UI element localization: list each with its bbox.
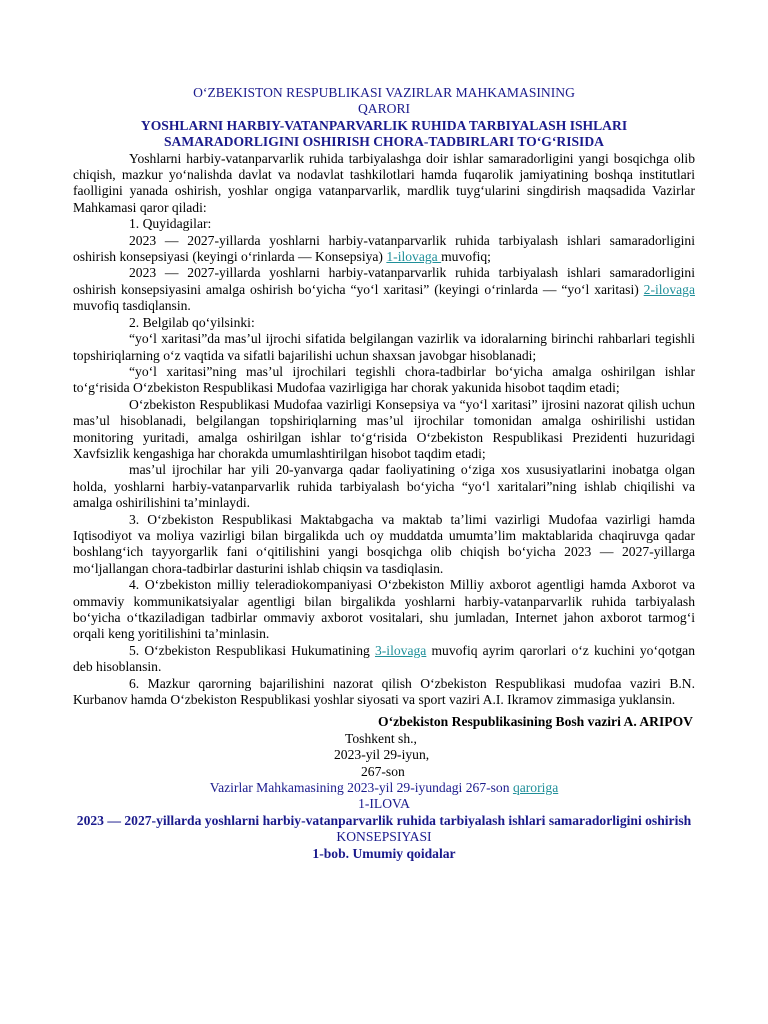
- issuer-heading: O‘ZBEKISTON RESPUBLIKASI VAZIRLAR MAHKAMASINING: [193, 85, 575, 100]
- item-1a-tail: muvofiq;: [441, 249, 491, 265]
- item-1-heading: 1. Quyidagilar:: [129, 216, 212, 232]
- annex-3-link[interactable]: 3-ilovaga: [374, 642, 427, 658]
- item-5-tail: muvofiq ayrim qarorlari o‘z kuchini yo‘qotgan deb hisoblansin.: [73, 642, 695, 675]
- signature-place: Toshkent sh.,: [345, 730, 417, 746]
- item-1a-text: 2023 — 2027-yillarda yoshlarni harbiy-vatanparvarlik ruhida tarbiyalash ishlari samaradorligini oshirish konsepsiyasi (keyingi o‘rinlarda — Konsepsiya): [73, 232, 695, 265]
- item-1b-paragraph: [73, 265, 695, 314]
- annex-label: 1-ILOVA: [358, 796, 410, 812]
- item-1a-paragraph: [73, 233, 695, 266]
- document-title: YOSHLARNI HARBIY-VATANPARVARLIK RUHIDA TARBIYALASH ISHLARI SAMARADORLIGINI OSHIRISH CHORA-TADBIRLARI TO‘G‘RISIDA: [140, 117, 628, 150]
- signature-number: 267-son: [361, 763, 405, 779]
- item-4-paragraph: 4. O‘zbekiston milliy teleradiokompaniyasi O‘zbekiston Milliy axborot agentligi hamda Axborot va ommaviy kommunikatsiyalar agentligi bilan birgalikda yoshlarni harbiy-vatanparvarlik ruhida tarbiyalash bo‘yicha o‘tkaziladigan tadbirlar ommaviy axborot vositalari, shu jumladan, Internet jahon axborot tarmog‘i orqali keng yoritilishini ta’minlasin.: [73, 577, 695, 642]
- item-2-heading: 2. Belgilab qo‘yilsinki:: [129, 314, 255, 330]
- annex-reference: [73, 780, 695, 796]
- item-2a-paragraph: “yo‘l xaritasi”da mas’ul ijrochi sifatida belgilangan vazirlik va idoralarning birinchi rahbarlari tegishli topshiriqlarning o‘z vaqtida va sifatli bajarilishi uchun shaxsan javobgar hisoblanadi;: [73, 331, 695, 363]
- signatory-line: O‘zbekiston Respublikasining Bosh vaziri A. ARIPOV: [378, 714, 693, 730]
- item-6-paragraph: 6. Mazkur qarorning bajarilishini nazorat qilish O‘zbekiston Respublikasi mudofaa vaziri B.N. Kurbanov hamda O‘zbekiston Respublikasi yoshlar siyosati va sport vaziri A.I. Ikramov zimmasiga yuklansin.: [73, 675, 695, 708]
- chapter-heading: 1-bob. Umumiy qoidalar: [312, 845, 456, 861]
- intro-paragraph: Yoshlarni harbiy-vatanparvarlik ruhida tarbiyalashga doir ishlar samaradorligini yangi bosqichga olib chiqish, mazkur yo‘nalishda davlat va nodavlat tashkilotlari hamda fuqarolik jamiyatining boshqa institutlari faolligini yanada oshirish, yoshlar ongiga vatanparvarlik, mardlik tuyg‘ularini singdirish maqsadida Vazirlar Mahkamasi qaror qiladi:: [73, 150, 695, 215]
- annex-title: 2023 — 2027-yillarda yoshlarni harbiy-vatanparvarlik ruhida tarbiyalash ishlari samaradorligini oshirish: [76, 812, 692, 828]
- resolution-link[interactable]: qaroriga: [512, 780, 559, 796]
- item-5-text: 5. O‘zbekiston Respublikasi Hukumatining: [129, 642, 375, 658]
- item-1b-text: 2023 — 2027-yillarda yoshlarni harbiy-vatanparvarlik ruhida tarbiyalash ishlari samaradorligini oshirish konsepsiyasini amalga oshirish bo‘yicha “yo‘l xaritasi” (keyingi o‘rinlarda — “yo‘l xaritasi): [73, 265, 695, 297]
- signature-date: 2023-yil 29-iyun,: [334, 747, 430, 763]
- item-2b-paragraph: “yo‘l xaritasi”ning mas’ul ijrochilari tegishli chora-tadbirlar bo‘yicha amalga oshirilgan ishlar to‘g‘risida O‘zbekiston Respublikasi Mudofaa vazirligiga har chorak yakunida hisobot taqdim etadi;: [73, 363, 695, 396]
- item-2d-paragraph: mas’ul ijrochilar har yili 20-yanvarga qadar faoliyatining o‘ziga xos xususiyatlarini inobatga olgan holda, yoshlarni harbiy-vatanparvarlik ruhida tarbiyalash bo‘yicha “yo‘l xaritalari”ning ishlab chiqilishi va amalga oshirilishini ta’minlaydi.: [73, 462, 695, 511]
- item-5-paragraph: [73, 643, 695, 676]
- item-1b-tail: muvofiq tasdiqlansin.: [73, 298, 191, 314]
- doc-type-heading: QARORI: [357, 101, 411, 117]
- annex-subtitle: KONSEPSIYASI: [336, 829, 432, 845]
- annex-2-link[interactable]: 2-ilovaga: [643, 281, 695, 297]
- annex-reference-text: Vazirlar Mahkamasining 2023-yil 29-iyundagi 267-son: [209, 780, 513, 796]
- annex-1-link[interactable]: 1-ilovaga: [386, 249, 442, 265]
- item-3-paragraph: 3. O‘zbekiston Respublikasi Maktabgacha va maktab ta’limi vazirligi Mudofaa vazirligi hamda Iqtisodiyot va moliya vazirligi bilan birgalikda uch oy muddatda umumta’lim maktablarida chaqiruvga qadar boshlang‘ich tayyorgarlik fani o‘qitilishini yangi bosqichga olib chiqish bo‘yicha 2023 — 2027-yillarga mo‘ljallangan chora-tadbirlar dasturini ishlab chiqsin va tasdiqlasin.: [73, 511, 695, 576]
- item-2c-paragraph: O‘zbekiston Respublikasi Mudofaa vazirligi Konsepsiya va “yo‘l xaritasi” ijrosini nazorat qilish uchun mas’ul hisoblanadi, belgilangan topshiriqlarning mas’ul ijrochilar tomonidan amalga oshirilishi ustidan monitoring yuritadi, amalga oshirilgan ishlar to‘g‘risida O‘zbekiston Respublikasi Prezidenti huzuridagi Xavfsizlik kengashiga har chorakda umumlashtirilgan hisobot taqdim etadi;: [73, 396, 695, 461]
